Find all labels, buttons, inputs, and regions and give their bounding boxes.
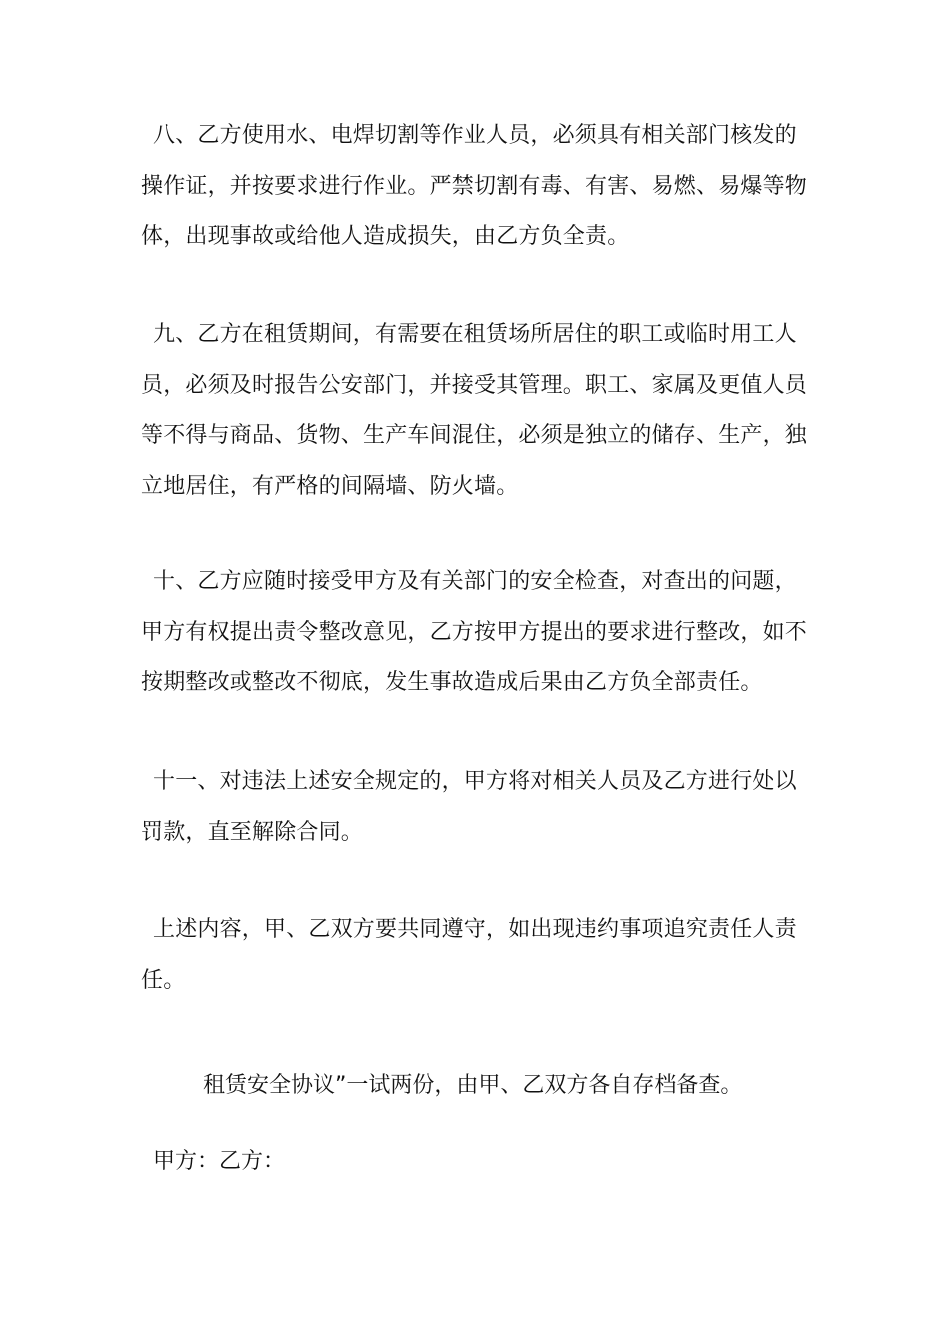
text-line: 员，必须及时报告公安部门，并接受其管理。职工、家属及更值人员 xyxy=(141,372,808,398)
clause-10-paragraph xyxy=(141,557,821,709)
text-line: 十一、对违法上述安全规定的，甲方将对相关人员及乙方进行处以 xyxy=(153,769,797,794)
text-line: 八、乙方使用水、电焊切割等作业人员，必须具有相关部门核发的 xyxy=(153,123,797,148)
summary-paragraph xyxy=(141,905,821,1006)
text-line: 立地居住，有严格的间隔墙、防火墙。 xyxy=(141,473,519,499)
text-line: 操作证，并按要求进行作业。严禁切割有毒、有害、易燃、易爆等物 xyxy=(141,173,808,199)
text-line: 等不得与商品、货物、生产车间混住，必须是独立的储存、生产，独 xyxy=(141,423,808,448)
text-line: 按期整改或整改不彻底，发生事故造成后果由乙方负全部责任。 xyxy=(141,670,763,695)
text-line: 体，出现事故或给他人造成损失，由乙方负全责。 xyxy=(141,224,630,249)
clause-8-paragraph xyxy=(141,111,821,263)
text-line: 上述内容，甲、乙双方要共同遵守，如出现违约事项追究责任人责 xyxy=(153,917,797,942)
closing-statement: 租赁安全协议”一试两份，由甲、乙双方各自存档备查。 xyxy=(203,1073,743,1098)
text-line: 十、乙方应随时接受甲方及有关部门的安全检查，对查出的问题， xyxy=(153,569,797,594)
signature-line: 甲方：乙方： xyxy=(153,1149,286,1174)
text-line: 任。 xyxy=(141,967,186,993)
text-line: 九、乙方在租赁期间，有需要在租赁场所居住的职工或临时用工人 xyxy=(153,322,797,347)
clause-9-paragraph xyxy=(141,310,821,512)
text-line: 罚款，直至解除合同。 xyxy=(141,819,364,845)
clause-11-paragraph xyxy=(141,757,821,858)
text-line: 甲方有权提出责令整改意见，乙方按甲方提出的要求进行整改，如不 xyxy=(141,619,808,645)
